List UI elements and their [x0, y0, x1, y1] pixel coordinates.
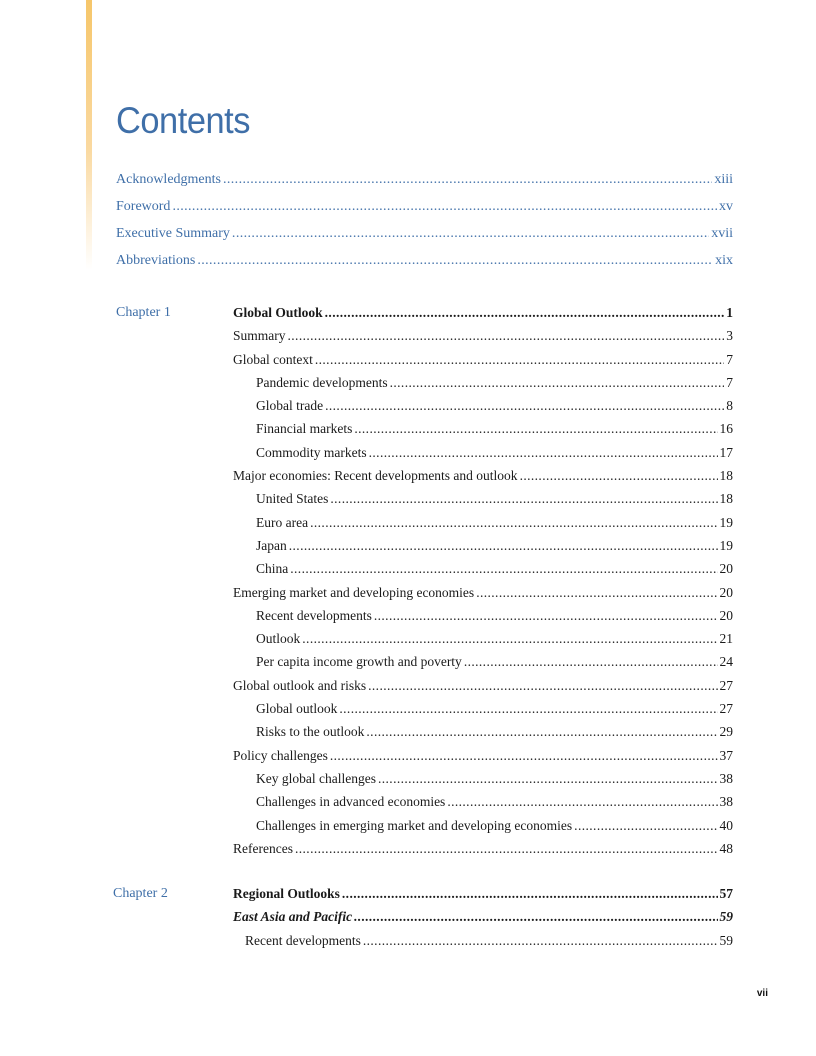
- toc-entry[interactable]: [233, 654, 733, 677]
- toc-entry[interactable]: [233, 631, 733, 654]
- dot-leader: [447, 794, 717, 810]
- dot-leader: [354, 909, 717, 925]
- dot-leader: [232, 226, 709, 242]
- dot-leader: [354, 421, 717, 437]
- toc-entry-acknowledgments[interactable]: [116, 172, 733, 199]
- toc-entry-title: United States: [256, 491, 329, 507]
- dot-leader: [342, 886, 718, 902]
- toc-entry-title: Acknowledgments: [116, 172, 221, 187]
- toc-entry[interactable]: [233, 841, 733, 864]
- toc-entry-page: 38: [719, 794, 733, 810]
- toc-entry[interactable]: [233, 818, 733, 841]
- toc-entry-page: 20: [719, 607, 733, 623]
- toc-entry-page: 38: [719, 770, 733, 786]
- dot-leader: [325, 398, 724, 414]
- toc-entry-title: Policy challenges: [233, 747, 328, 763]
- toc-entry[interactable]: [233, 561, 733, 584]
- toc-entry-page: 27: [719, 701, 733, 717]
- toc-entry-title: Executive Summary: [116, 226, 230, 241]
- dot-leader: [288, 328, 725, 344]
- toc-entry-title: China: [256, 561, 289, 577]
- toc-entry-title: Global outlook: [256, 701, 338, 717]
- toc-entry-title: Major economies: Recent developments and outlook: [233, 468, 518, 484]
- toc-entry-page: 18: [719, 491, 733, 507]
- dot-leader: [330, 491, 717, 507]
- toc-entry-title: Global trade: [256, 398, 324, 414]
- toc-entry-page: 59: [719, 932, 733, 948]
- toc-entry-page: 59: [719, 909, 733, 925]
- toc-entry-title: Global context: [233, 351, 313, 367]
- toc-entry-executive-summary[interactable]: [116, 226, 733, 253]
- toc-entry-page: 18: [719, 468, 733, 484]
- dot-leader: [197, 253, 713, 269]
- toc-entry-abbreviations[interactable]: [116, 253, 733, 280]
- toc-entry-title: East Asia and Pacific: [233, 909, 353, 925]
- toc-entry-page: 27: [719, 677, 733, 693]
- toc-entry[interactable]: [233, 375, 733, 398]
- toc-entry[interactable]: [233, 794, 733, 817]
- toc-entry[interactable]: [233, 933, 733, 956]
- dot-leader: [325, 305, 725, 321]
- toc-entry[interactable]: [233, 398, 733, 421]
- toc-entry-title: Foreword: [116, 199, 171, 214]
- dot-leader: [520, 468, 718, 484]
- dot-leader: [330, 748, 718, 764]
- dot-leader: [476, 585, 717, 601]
- toc-entry[interactable]: [233, 421, 733, 444]
- toc-entry-page: 48: [719, 840, 733, 856]
- toc-entry-page: 37: [719, 747, 733, 763]
- toc-entry-title: Financial markets: [256, 421, 353, 437]
- toc-entry-title: Global Outlook: [233, 305, 323, 320]
- dot-leader: [302, 631, 717, 647]
- toc-entry-title: Japan: [256, 537, 287, 553]
- toc-entry-title: Challenges in emerging market and developing economies: [256, 817, 573, 833]
- toc-entry[interactable]: [233, 328, 733, 351]
- toc-entry-title: Risks to the outlook: [256, 724, 365, 740]
- toc-entry-page: 3: [726, 328, 733, 344]
- toc-entry[interactable]: [233, 538, 733, 561]
- toc-entry-page: 40: [719, 817, 733, 833]
- toc-entry-page: 19: [719, 537, 733, 553]
- toc-entry[interactable]: [233, 771, 733, 794]
- page-title: Contents: [116, 100, 251, 141]
- toc-entry[interactable]: [233, 445, 733, 468]
- toc-entry-page: 7: [726, 351, 733, 367]
- chapter-2-label: Chapter 2: [113, 886, 168, 901]
- toc-entry-title: Abbreviations: [116, 253, 196, 268]
- toc-entry-page: 20: [719, 561, 733, 577]
- dot-leader: [290, 561, 717, 577]
- toc-entry-title: Pandemic developments: [256, 374, 388, 390]
- toc-entry-title: Summary: [233, 328, 286, 344]
- dot-leader: [390, 375, 725, 391]
- chapter-2-entries: [233, 886, 733, 956]
- toc-entry-page: xix: [715, 253, 733, 268]
- toc-entry-page: 29: [719, 724, 733, 740]
- toc-entry-title: Commodity markets: [256, 444, 367, 460]
- toc-entry-page: 57: [719, 886, 733, 901]
- dot-leader: [464, 654, 718, 670]
- chapter-1-label: Chapter 1: [116, 305, 171, 320]
- toc-entry-title: Global outlook and risks: [233, 677, 367, 693]
- toc-entry-foreword[interactable]: [116, 199, 733, 226]
- toc-entry[interactable]: [233, 909, 733, 932]
- toc-entry-page: 16: [719, 421, 733, 437]
- dot-leader: [172, 199, 717, 215]
- toc-entry[interactable]: [233, 352, 733, 375]
- toc-entry[interactable]: [233, 468, 733, 491]
- dot-leader: [363, 933, 718, 949]
- toc-entry-title: Recent developments: [256, 607, 372, 623]
- decorative-side-bar: [86, 0, 92, 270]
- toc-entry-page: 8: [726, 398, 733, 414]
- toc-entry[interactable]: [233, 701, 733, 724]
- chapter-1-entries: [233, 305, 733, 864]
- dot-leader: [369, 445, 718, 461]
- toc-entry-title: Regional Outlooks: [233, 886, 340, 901]
- toc-entry-page: xvii: [711, 226, 733, 241]
- page-number: vii: [756, 988, 768, 999]
- toc-entry-page: 17: [719, 444, 733, 460]
- dot-leader: [289, 538, 718, 554]
- toc-entry-title: Emerging market and developing economies: [233, 584, 475, 600]
- toc-entry-page: 19: [719, 514, 733, 530]
- toc-entry-page: 7: [726, 374, 733, 390]
- toc-entry-page: 21: [719, 631, 733, 647]
- toc-entry[interactable]: [233, 608, 733, 631]
- toc-entry-title: Key global challenges: [256, 770, 376, 786]
- toc-entry[interactable]: [233, 724, 733, 747]
- toc-entry-title: Recent developments: [245, 932, 361, 948]
- dot-leader: [315, 352, 724, 368]
- toc-entry[interactable]: [233, 305, 733, 328]
- dot-leader: [368, 678, 717, 694]
- toc-entry-title: Euro area: [256, 514, 309, 530]
- toc-entry[interactable]: [233, 585, 733, 608]
- toc-entry-title: Per capita income growth and poverty: [256, 654, 462, 670]
- toc-entry[interactable]: [233, 678, 733, 701]
- toc-entry-page: 20: [719, 584, 733, 600]
- dot-leader: [366, 724, 717, 740]
- dot-leader: [223, 172, 712, 188]
- dot-leader: [310, 515, 717, 531]
- toc-entry-title: Outlook: [256, 631, 301, 647]
- toc-entry-page: 24: [719, 654, 733, 670]
- toc-entry-title: Challenges in advanced economies: [256, 794, 446, 810]
- toc-entry[interactable]: [233, 748, 733, 771]
- dot-leader: [295, 841, 718, 857]
- dot-leader: [378, 771, 718, 787]
- dot-leader: [374, 608, 718, 624]
- toc-entry-page: xv: [719, 199, 733, 214]
- toc-entry-title: References: [233, 840, 293, 856]
- toc-entry-page: xiii: [714, 172, 733, 187]
- toc-entry-page: 1: [726, 305, 733, 320]
- dot-leader: [574, 818, 717, 834]
- toc-entry[interactable]: [233, 515, 733, 538]
- toc-entry[interactable]: [233, 491, 733, 514]
- dot-leader: [339, 701, 717, 717]
- front-matter-list: [116, 172, 733, 280]
- toc-entry[interactable]: [233, 886, 733, 909]
